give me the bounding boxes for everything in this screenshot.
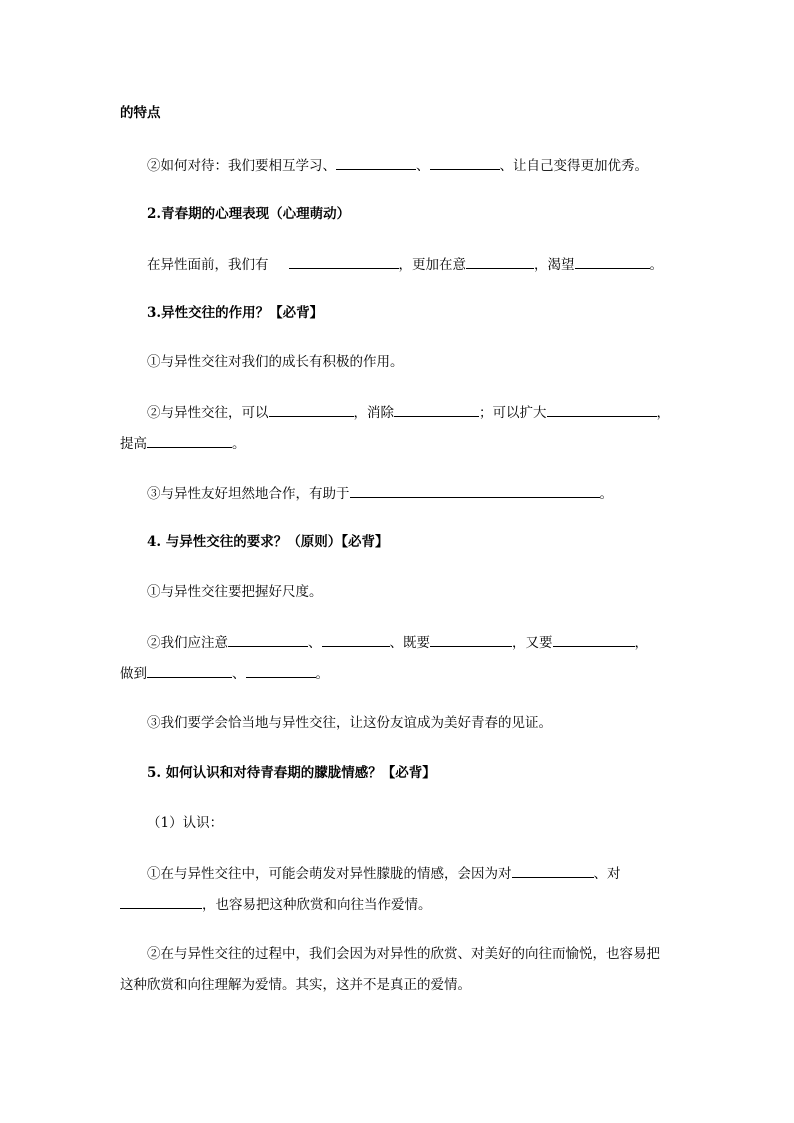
paragraph-2 — [147, 254, 794, 275]
text: 。 — [649, 257, 663, 273]
text: 。 — [232, 436, 246, 452]
text: 、 — [308, 635, 322, 651]
text: 、对 — [593, 866, 621, 882]
text: 、 — [232, 666, 246, 682]
blank — [147, 663, 232, 678]
section-5-heading: 5. 如何认识和对待青春期的朦胧情感？【必背】 — [147, 765, 436, 781]
paragraph-3-2-cont — [120, 433, 794, 454]
text: 做到 — [120, 666, 147, 682]
text: ， — [634, 635, 648, 651]
text: ③与异性友好坦然地合作，有助于 — [147, 486, 350, 502]
paragraph-5-2: ②在与异性交往的过程中，我们会因为对异性的欣赏、对美好的向往而愉悦，也容易把 — [147, 946, 660, 962]
text: 提高 — [120, 436, 147, 452]
text: ，更加在意 — [398, 257, 466, 273]
paragraph-4-2 — [147, 632, 794, 653]
blank — [269, 402, 354, 417]
blank — [394, 402, 479, 417]
paragraph-4-2-cont — [120, 663, 794, 684]
paragraph-1-2 — [147, 155, 794, 176]
paragraph-5-1-cont — [120, 894, 794, 915]
paragraph-5-2-cont: 这种欣赏和向往理解为爱情。其实，这并不是真正的爱情。 — [120, 977, 471, 993]
text: ①在与异性交往中，可能会萌发对异性朦胧的情感，会因为对 — [147, 866, 512, 882]
paragraph-4-3: ③我们要学会恰当地与异性交往，让这份友谊成为美好青春的见证。 — [147, 715, 552, 731]
blank — [246, 663, 316, 678]
text: 。 — [599, 486, 613, 502]
text: 。 — [315, 666, 329, 682]
paragraph-3-2 — [147, 402, 794, 423]
text: ，也容易把这种欣赏和向往当作爱情。 — [202, 897, 432, 913]
text: ②如何对待：我们要相互学习、 — [147, 158, 336, 174]
paragraph-5-1 — [147, 863, 794, 884]
blank — [430, 632, 512, 647]
section-3-heading: 3.异性交往的作用？【必背】 — [147, 305, 324, 321]
text: ， — [656, 405, 670, 421]
text: 、让自己变得更加优秀。 — [499, 158, 648, 174]
blank — [120, 894, 202, 909]
blank — [336, 155, 416, 170]
blank — [466, 254, 534, 269]
blank — [547, 402, 657, 417]
blank — [350, 483, 600, 498]
blank — [512, 863, 594, 878]
text: ②与异性交往，可以 — [147, 405, 269, 421]
text: ；可以扩大 — [479, 405, 547, 421]
paragraph-4-1: ①与异性交往要把握好尺度。 — [147, 584, 323, 600]
text: 、 — [416, 158, 430, 174]
blank — [147, 433, 232, 448]
blank — [322, 632, 390, 647]
paragraph-3-3 — [147, 483, 794, 504]
paragraph-5-0: （1）认识： — [147, 815, 224, 831]
text: 、既要 — [389, 635, 430, 651]
blank — [575, 254, 650, 269]
section-4-heading: 4. 与异性交往的要求？（原则）【必背】 — [147, 534, 389, 550]
text: ，渴望 — [534, 257, 575, 273]
blank — [228, 632, 308, 647]
blank — [553, 632, 635, 647]
blank — [430, 155, 500, 170]
paragraph-3-1: ①与异性交往对我们的成长有积极的作用。 — [147, 354, 404, 370]
text: ，又要 — [512, 635, 553, 651]
text: 在异性面前，我们有 — [147, 257, 269, 273]
text: ，消除 — [353, 405, 394, 421]
section-2-heading: 2.青春期的心理表现（心理萌动） — [147, 206, 351, 222]
blank — [289, 254, 399, 269]
text: ②我们应注意 — [147, 635, 228, 651]
top-fragment: 的特点 — [120, 105, 161, 121]
